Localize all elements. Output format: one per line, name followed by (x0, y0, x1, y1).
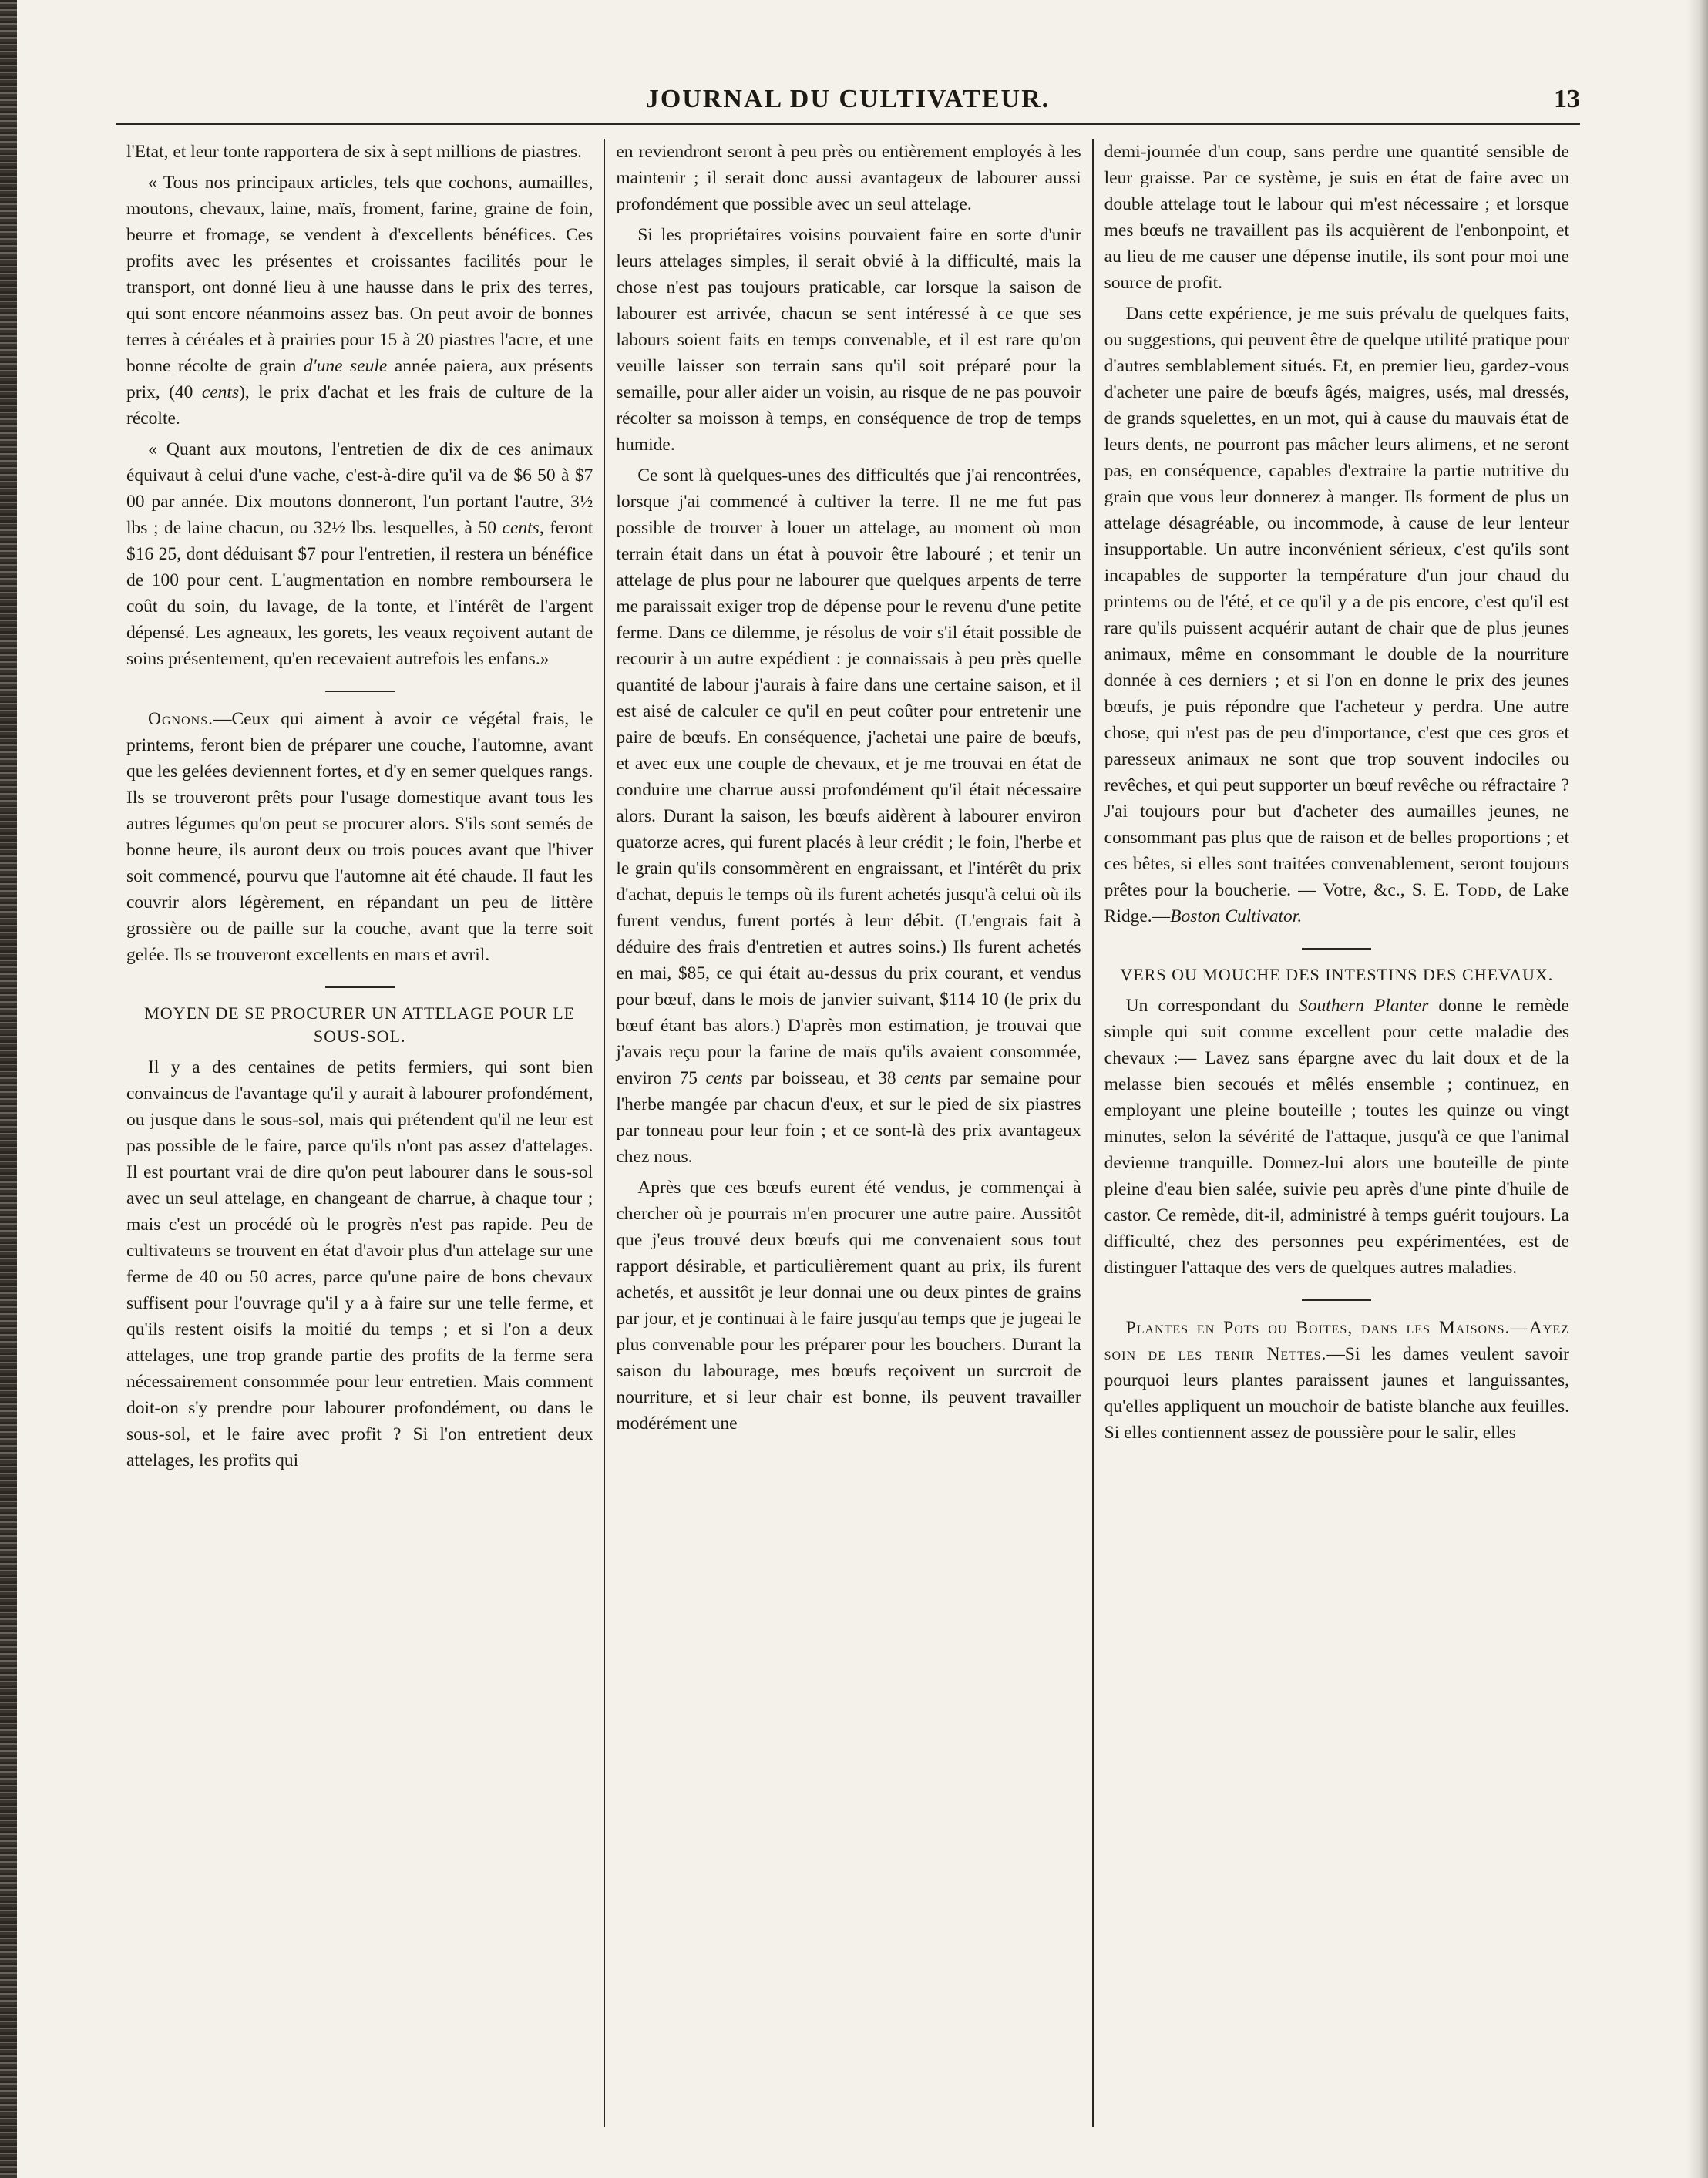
page-number: 13 (1554, 85, 1580, 113)
paragraph: Dans cette expérience, je me suis prévalu de quelques faits, ou suggestions, qui peuvent être de quelque utilité pratique pour d'autres semblablement situés. Et, en premier lieu, gardez-vous d'acheter une paire de bœufs âgés, maigres, usés, mal dressés, de grands squelettes, en un mot, qui à cause du mauvais état de leurs dents, ne pourront pas mâcher leurs alimens, et ne seront pas, en conséquence, capables d'extraire la partie nutritive du grain que vous leur donnerez à manger. Ils forment de plus un attelage désagréable, ou incommode, à cause de leur lenteur insupportable. Un autre inconvénient sérieux, c'est qu'ils sont incapables de supporter la température d'un jour chaud du printems ou de l'été, et ce qu'il y a de pis encore, c'est qu'il est rare qu'ils puissent acquérir autant de chair que de plus jeunes animaux, même en consommant le double de la nourriture donnée à ces derniers ; et si l'on en donne le prix des jeunes bœufs, je puis répondre que l'acheteur y perdra. Une autre chose, qui n'est pas de peu d'importance, c'est que ces gros et paresseux animaux ne sont que trop souvent indociles ou revêches, et qui peut supporter un bœuf revêche ou réfractaire ? J'ai toujours pour but d'acheter des aumailles jeunes, ne consommant pas plus que de raison et de belles proportions ; et ces bêtes, si elles sont traitées convenablement, seront toujours prêtes pour la boucherie. — Votre, &c., S. E. Todd, de Lake Ridge.—Boston Cultivator. (1104, 304, 1569, 926)
section-divider (325, 986, 395, 988)
paragraph-plantes: Plantes en Pots ou Boites, dans les Maisons.—Ayez soin de les tenir Nettes.—Si les dames veulent savoir pourquoi leurs plantes paraissent jaunes et languissantes, qu'elles appliquent un mouchoir de batiste blanche aux feuilles. Si elles contiennent assez de poussière pour le salir, elles (1104, 1318, 1569, 1443)
signature: Todd (1456, 880, 1498, 900)
paragraph: demi-journée d'un coup, sans perdre une quantité sensible de leur graisse. Par ce système, je suis en état de faire avec un double attelage tout le labour qui m'est nécessaire ; et lorsque mes bœufs ne travaillent pas ils acquièrent de l'enbonpoint, et au lieu de me causer une dépense inutile, ils sont pour moi une source de profit. (1104, 142, 1569, 293)
section-divider (325, 691, 395, 692)
paragraph: en reviendront seront à peu près ou entièrement employés à les maintenir ; il serait donc aussi avantageux de labourer aussi profondément que possible avec un seul attelage. (616, 142, 1081, 214)
paragraph: « Tous nos principaux articles, tels que cochons, aumailles, moutons, chevaux, laine, maïs, froment, farine, graine de foin, beurre et fromage, se vendent à d'excellents bénéfices. Ces profits avec les présentes et croissantes facilités pour le transport, ont donné lieu à une hausse dans le prix des terres, qui sont encore néanmoins assez bas. On peut avoir de bonnes terres à céréales et à prairies pour 15 à 20 piastres l'acre, et une bonne récolte de grain d'une seule année paiera, aux présents prix, (40 cents), le prix d'achat et les frais de culture de la récolte. (126, 173, 593, 429)
paragraph-ognons: Ognons.—Ceux qui aiment à avoir ce végétal frais, le printems, feront bien de préparer une couche, l'automne, avant que les gelées deviennent fortes, et d'y en semer quelques rangs. Ils se trouveront prêts pour l'usage domestique avant tous les autres légumes qu'on peut se procurer alors. S'ils sont semés de bonne heure, ils auront deux ou trois pouces avant que l'hiver soit commencé, pourvu que l'automne ait été chaude. Il faut les couvrir alors légèrement, en répandant un peu de littère grossière ou de paille sur la couche, avant que la terre soit gelée. Ils se trouveront excellents en mars et avril. (126, 709, 593, 965)
paragraph: Il y a des centaines de petits fermiers, qui sont bien convaincus de l'avantage qu'il y aurait à labourer profondément, ou jusque dans le sous-sol, mais qui prétendent qu'il ne leur est pas possible de le faire, parce qu'ils n'ont pas assez d'attelages. Il est pourtant vrai de dire qu'on peut labourer dans le sous-sol avec un seul attelage, en changeant de charrue, à chaque tour ; mais c'est un procédé où le progrès n'est pas rapide. Peu de cultivateurs se trouvent en état d'avoir plus d'un attelage sur une ferme de 40 ou 50 acres, parce qu'une paire de bons chevaux suffisent pour l'ouvrage qu'il y a à faire sur une telle ferme, et qu'ils restent oisifs la moitié du temps ; et si l'on a deux attelages, une trop grande partie des profits de la ferme sera nécessairement consommée pour leur entretien. Mais comment doit-on s'y prendre pour labourer profondément, ou dans le sous-sol, et le faire avec profit ? Si l'on entretient deux attelages, les profits qui (126, 1057, 593, 1470)
section-divider (1302, 1299, 1371, 1301)
column-1 (116, 139, 604, 2127)
section-divider (1302, 948, 1371, 950)
paragraph: l'Etat, et leur tonte rapportera de six à sept millions de piastres. (126, 142, 582, 162)
section-heading: MOYEN DE SE PROCURER UN ATTELAGE POUR LE SOUS-SOL. (144, 1003, 576, 1046)
section-heading: VERS OU MOUCHE DES INTESTINS DES CHEVAUX. (1120, 965, 1554, 984)
running-header (116, 77, 1580, 125)
book-binding-edge (0, 0, 17, 2178)
text-columns (116, 139, 1580, 2127)
column-3 (1092, 139, 1580, 2127)
paragraph: « Quant aux moutons, l'entretien de dix de ces animaux équivaut à celui d'une vache, c'est-à-dire qu'il va de $6 50 à $7 00 par année. Dix moutons donneront, l'un portant l'autre, 3½ lbs ; de laine chacun, ou 32½ lbs. lesquelles, à 50 cents, feront $16 25, dont déduisant $7 pour l'entretien, il restera un bénéfice de 100 pour cent. L'augmentation en nombre remboursera le coût du soin, du lavage, de la tonte, et l'intérêt de l'argent dépensé. Les agneaux, les gorets, les veaux reçoivent autant de soins présentement, qu'en recevaient autrefois les enfans.» (126, 439, 593, 669)
column-2 (604, 139, 1091, 2127)
journal-title: JOURNAL DU CULTIVATEUR. (645, 85, 1051, 113)
page-edge-shadow (1686, 0, 1708, 2178)
source-citation: Boston Cultivator. (1170, 906, 1303, 926)
paragraph: Ce sont là quelques-unes des difficultés que j'ai rencontrées, lorsque j'ai commencé à cultiver la terre. Il ne me fut pas possible de trouver à louer un attelage, au moment où mon terrain était dans un état à pouvoir être labouré ; et tenir un attelage de plus pour ne labourer que quelques arpents de terre me paraissait exiger trop de dépense pour le revenu d'une petite ferme. Dans ce dilemme, je résolus de voir s'il était possible de recourir à un autre expédient : je connaissais à peu près quelle quantité de labour j'aurais à faire dans une certaine saison, et il est aisé de calculer ce qu'il en peut coûter pour entretenir une paire de bœufs. En conséquence, j'achetai une paire de bœufs, et avec eux une couple de chevaux, et je me trouvai en état de conduire une charrue aussi profondément qu'il était nécessaire alors. Durant la saison, les bœufs aidèrent à labourer environ quatorze acres, qui furent placés à leur crédit ; le foin, l'herbe et le grain qu'ils consommèrent en engraissant, et l'intérêt du prix d'achat, depuis le temps où ils furent achetés jusqu'à celui où ils furent vendus, furent portés à leur débit. (L'engrais fait à déduire des frais d'entretien et autres soins.) Ils furent achetés en mai, $85, ce qui était au-dessus du prix courant, et vendus pour bœuf, dans le mois de janvier suivant, $114 10 (le prix du bœuf étant bas alors.) D'après mon estimation, je trouvai que j'avais reçu pour la farine de maïs qu'ils avaient consommée, environ 75 cents par boisseau, et 38 cents par semaine pour l'herbe mangée par chacun d'eux, et sur le pied de six piastres par tonneau pour leur foin ; et ce sont-là des prix avantageux chez nous. (616, 466, 1081, 1167)
paragraph: Si les propriétaires voisins pouvaient faire en sorte d'unir leurs attelages simples, il serait obvié à la difficulté, mais la chose n'est pas toujours praticable, car lorsque la saison de labourer est arrivée, chacun se sent intéressé à ce que ses labours soient faits en temps convenable, et il est rare qu'on veuille laisser son terrain sans qu'il soit préparé pour la semaille, pour aller aider un voisin, au risque de ne pas pouvoir récolter sa moisson à temps, en conséquence de trop de temps humide. (616, 225, 1081, 455)
section-lead: Ognons. (148, 709, 214, 729)
paragraph: Un correspondant du Southern Planter donne le remède simple qui suit comme excellent pour cette maladie des chevaux :— Lavez sans épargne avec du lait doux et de la melasse bien secoués et mêlés ensemble ; continuez, en employant une pleine bouteille ; toutes les quinze ou vingt minutes, selon la sévérité de l'attaque, jusqu'à ce que l'animal devienne tranquille. Donnez-lui alors une bouteille de pinte pleine d'eau bien salée, suivie peu après d'une pinte d'huile de castor. Ce remède, dit-il, administré à temps guérit toujours. La difficulté, chez des personnes peu expérimentées, est de distinguer l'attaque des vers de quelques autres maladies. (1104, 996, 1569, 1278)
paragraph: Après que ces bœufs eurent été vendus, je commençai à chercher où je pourrais m'en procurer une autre paire. Aussitôt que j'eus trouvé deux bœufs qui me convenaient sous tout rapport désirable, et particulièrement quant au prix, ils furent achetés, et aussitôt je leur donnai une ou deux pintes de grains par jour, et je continuai à le faire jusqu'au temps que je jugeai le plus convenable pour les préparer pour les bouchers. Durant la saison du labourage, mes bœufs reçoivent un surcroit de nourriture, et si leur chair est bonne, ils peuvent travailler modérément une (616, 1178, 1081, 1434)
section-lead: Plantes en Pots ou Boites, dans les Maisons.—Ayez soin de les tenir Nettes. (1104, 1318, 1569, 1364)
page (116, 77, 1580, 2127)
